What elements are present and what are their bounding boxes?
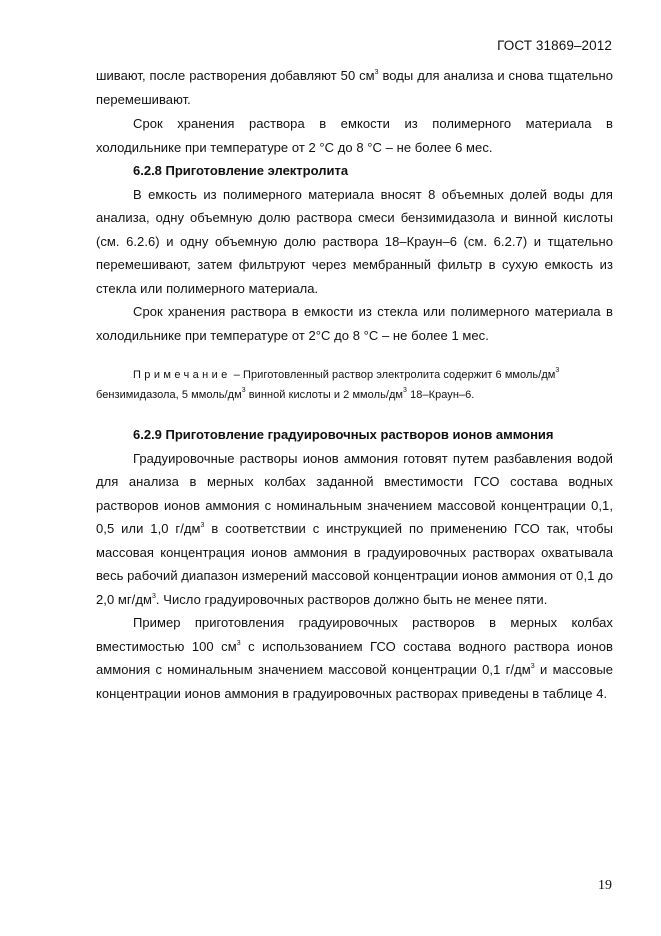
section-heading-6-2-8: 6.2.8 Приготовление электролита <box>133 163 349 178</box>
superscript: 3 <box>403 387 407 394</box>
paragraph-storage-1: Срок хранения раствора в емкости из полимерного материала в холодильнике при температуре от 2 °С до 8 °С – не более 6 мес. <box>96 116 613 155</box>
text-run: винной кислоты и 2 ммоль/дм <box>245 389 404 401</box>
page-content <box>96 64 613 705</box>
page-number: 19 <box>598 878 612 893</box>
note-label: Примечание <box>133 369 231 381</box>
text-run: шивают, после растворения добавляют 50 см <box>96 68 375 83</box>
section-heading-6-2-9: 6.2.9 Приготовление градуировочных растворов ионов аммония <box>133 427 554 442</box>
superscript: 3 <box>236 639 241 647</box>
text-run: Пример приготовления градуировочных растворов в мерных колбах вместимостью 100 см <box>96 615 613 654</box>
document-id: ГОСТ 31869–2012 <box>497 38 612 53</box>
superscript: 3 <box>374 69 379 76</box>
text-run: – Приготовленный раствор электролита содержит 6 ммоль/дм <box>230 369 556 381</box>
paragraph-electrolyte-prep: В емкость из полимерного материала вносят 8 объемных долей воды для анализа, одну объемную долю раствора смеси бензимидазола и винной кислоты (см. 6.2.6) и одну объемную долю раствора 18–Краун–6 (см. 6.2.7) и тщательно перемешивают, затем фильтруют через мембранный фильтр в сухую емкость из стекла или полимерного материала. <box>96 186 613 296</box>
superscript: 3 <box>555 367 560 374</box>
text-run: . Число градуировочных растворов должно быть не менее пяти. <box>155 591 548 607</box>
superscript: 3 <box>200 522 205 529</box>
superscript: 3 <box>241 387 246 394</box>
note <box>96 365 613 405</box>
text-run: и массовые концентрации ионов аммония в градуировочных растворах приведены в таблице 4. <box>96 662 614 701</box>
text-run: Градуировочные растворы ионов аммония готовят путем разбавления водой для анализа в мерных колбах заданной вместимости ГСО состава водных растворов ионов аммония с номинальным значением массовой концентрации 0,1, 0,5 или 1,0 г/дм <box>96 450 613 536</box>
text-run: с использованием ГСО состава водного раствора ионов аммония с номинальным значением массовой концентрации 0,1 г/дм <box>96 638 613 677</box>
text-run: бензимидазола, 5 ммоль/дм <box>96 389 242 401</box>
superscript: 3 <box>530 663 535 670</box>
superscript: 3 <box>151 592 156 600</box>
paragraph-calibration-example <box>96 611 613 705</box>
paragraph-storage-2: Срок хранения раствора в емкости из стекла или полимерного материала в холодильнике при температуре от 2°С до 8 °С – не более 1 мес. <box>96 304 613 343</box>
text-run: 18–Краун–6. <box>407 389 475 401</box>
paragraph-continuation <box>96 64 613 111</box>
paragraph-calibration-prep <box>96 447 613 612</box>
text-run: воды для анализа и снова тщательно перемешивают. <box>96 68 613 107</box>
text-run: в соответствии с инструкцией по применению ГСО так, чтобы массовая концентрация ионов аммония в градуировочных растворах охватывала весь рабочий диапазон измерений массовой концентрации ионов аммония от 0,1 до 2,0 мг/дм <box>96 521 613 607</box>
